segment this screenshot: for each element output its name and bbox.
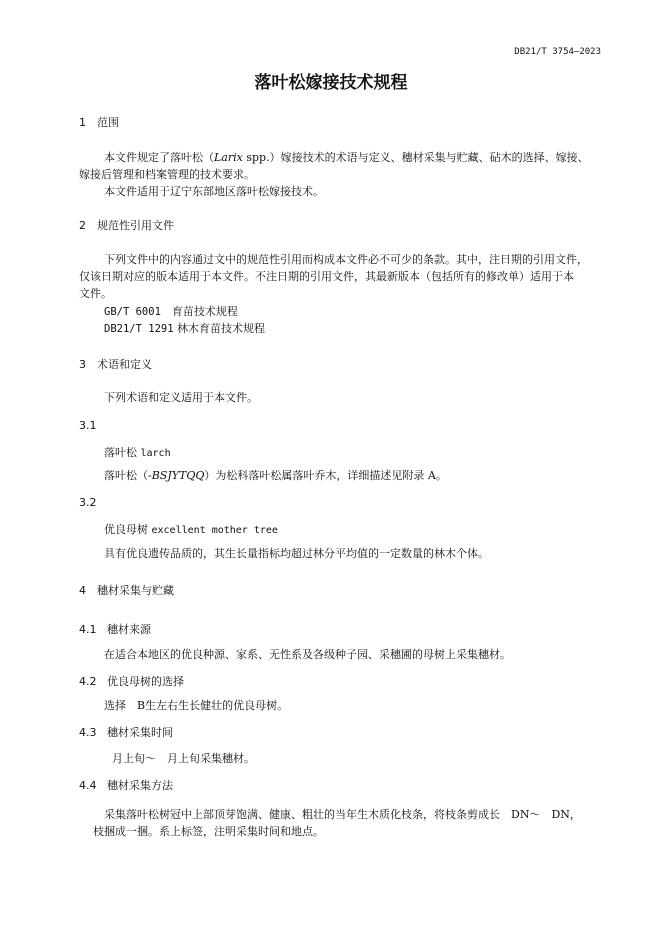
text-run: 本文件规定了落叶松（ (104, 151, 214, 164)
subsection-4-2-heading (79, 673, 184, 689)
paragraph: 采集落叶松树冠中上部顶芽饱满、健康、粗壮的当年生木质化枝条，将枝条剪成长 DN～ DN， (104, 808, 581, 821)
reference-title: 育苗技术规程 (171, 305, 238, 318)
subsection-4-1-heading (79, 621, 151, 637)
section-number: 1 (79, 116, 86, 129)
latin-name: Larix (214, 151, 243, 164)
paragraph-continuation: 枝捆成一捆。系上标签，注明采集时间和地点。 (93, 825, 324, 838)
section-number: 3 (79, 358, 86, 371)
subsection-title: 穗材采集方法 (107, 779, 173, 792)
paragraph-continuation: 文件。 (79, 287, 112, 300)
section-3-heading (79, 356, 152, 372)
subsection-number: 4.2 (79, 675, 97, 688)
latin-name: -BSJYTQQ (148, 469, 205, 482)
paragraph: 在适合本地区的优良种源、家系、无性系及各级种子园、采穗圃的母树上采集穗材。 (104, 648, 511, 661)
term-definition (104, 467, 447, 484)
section-4-heading (79, 582, 174, 598)
paragraph: 下列术语和定义适用于本文件。 (104, 391, 258, 404)
term-chinese: 优良母树 (104, 523, 148, 536)
reference-item (104, 303, 238, 321)
section-number: 2 (79, 219, 86, 232)
subsection-title: 穗材来源 (107, 623, 151, 636)
paragraph (104, 149, 589, 166)
term-definition: 具有优良遗传品质的，其生长量指标均超过林分平均值的一定数量的林木个体。 (104, 547, 489, 560)
subsection-4-4-heading (79, 777, 173, 793)
page-title: 落叶松嫁接技术规程 (254, 73, 408, 93)
term-entry (104, 521, 278, 537)
paragraph-continuation: 仅该日期对应的版本适用于本文件。不注日期的引用文件，其最新版本（包括所有的修改单）适用于本 (79, 270, 574, 283)
subsection-title: 优良母树的选择 (107, 675, 184, 688)
standard-number: DB21/T 3754—2023 (514, 47, 601, 57)
term-number: 3.1 (79, 419, 97, 432)
reference-item (104, 320, 265, 338)
section-title: 穗材采集与贮藏 (97, 584, 174, 597)
term-entry (104, 444, 171, 460)
reference-title: 林木育苗技术规程 (177, 322, 266, 335)
section-2-heading (79, 217, 174, 233)
reference-code: DB21/T 1291 (104, 323, 174, 335)
term-english: excellent mother tree (151, 525, 278, 536)
paragraph: 本文件适用于辽宁东部地区落叶松嫁接技术。 (104, 185, 324, 198)
subsection-title: 穗材采集时间 (107, 726, 173, 739)
section-number: 4 (79, 584, 86, 597)
subsection-number: 4.1 (79, 623, 97, 636)
text-run: spp.）嫁接技术的术语与定义、穗材采集与贮藏、砧木的选择、嫁接、 (242, 151, 589, 164)
section-title: 范围 (97, 116, 119, 129)
paragraph-continuation: 嫁接后管理和档案管理的技术要求。 (79, 168, 255, 181)
subsection-number: 4.4 (79, 779, 97, 792)
paragraph: 选择 B生左右生长健壮的优良母树。 (104, 699, 289, 712)
reference-code: GB/T 6001 (104, 306, 161, 318)
term-english: larch (140, 448, 171, 459)
section-title: 术语和定义 (97, 358, 152, 371)
paragraph: 下列文件中的内容通过文中的规范性引用而构成本文件必不可少的条款。其中，注日期的引用文件， (104, 253, 588, 266)
subsection-4-3-heading (79, 724, 173, 740)
text-run: 落叶松（ (104, 469, 148, 482)
paragraph: 月上旬～ 月上旬采集穗材。 (112, 752, 255, 765)
text-run: ）为松科落叶松属落叶乔木，详细描述见附录 A。 (204, 469, 447, 482)
section-title: 规范性引用文件 (97, 219, 174, 232)
section-1-heading (79, 114, 119, 130)
term-number: 3.2 (79, 496, 97, 509)
term-chinese: 落叶松 (104, 446, 137, 459)
subsection-number: 4.3 (79, 726, 97, 739)
